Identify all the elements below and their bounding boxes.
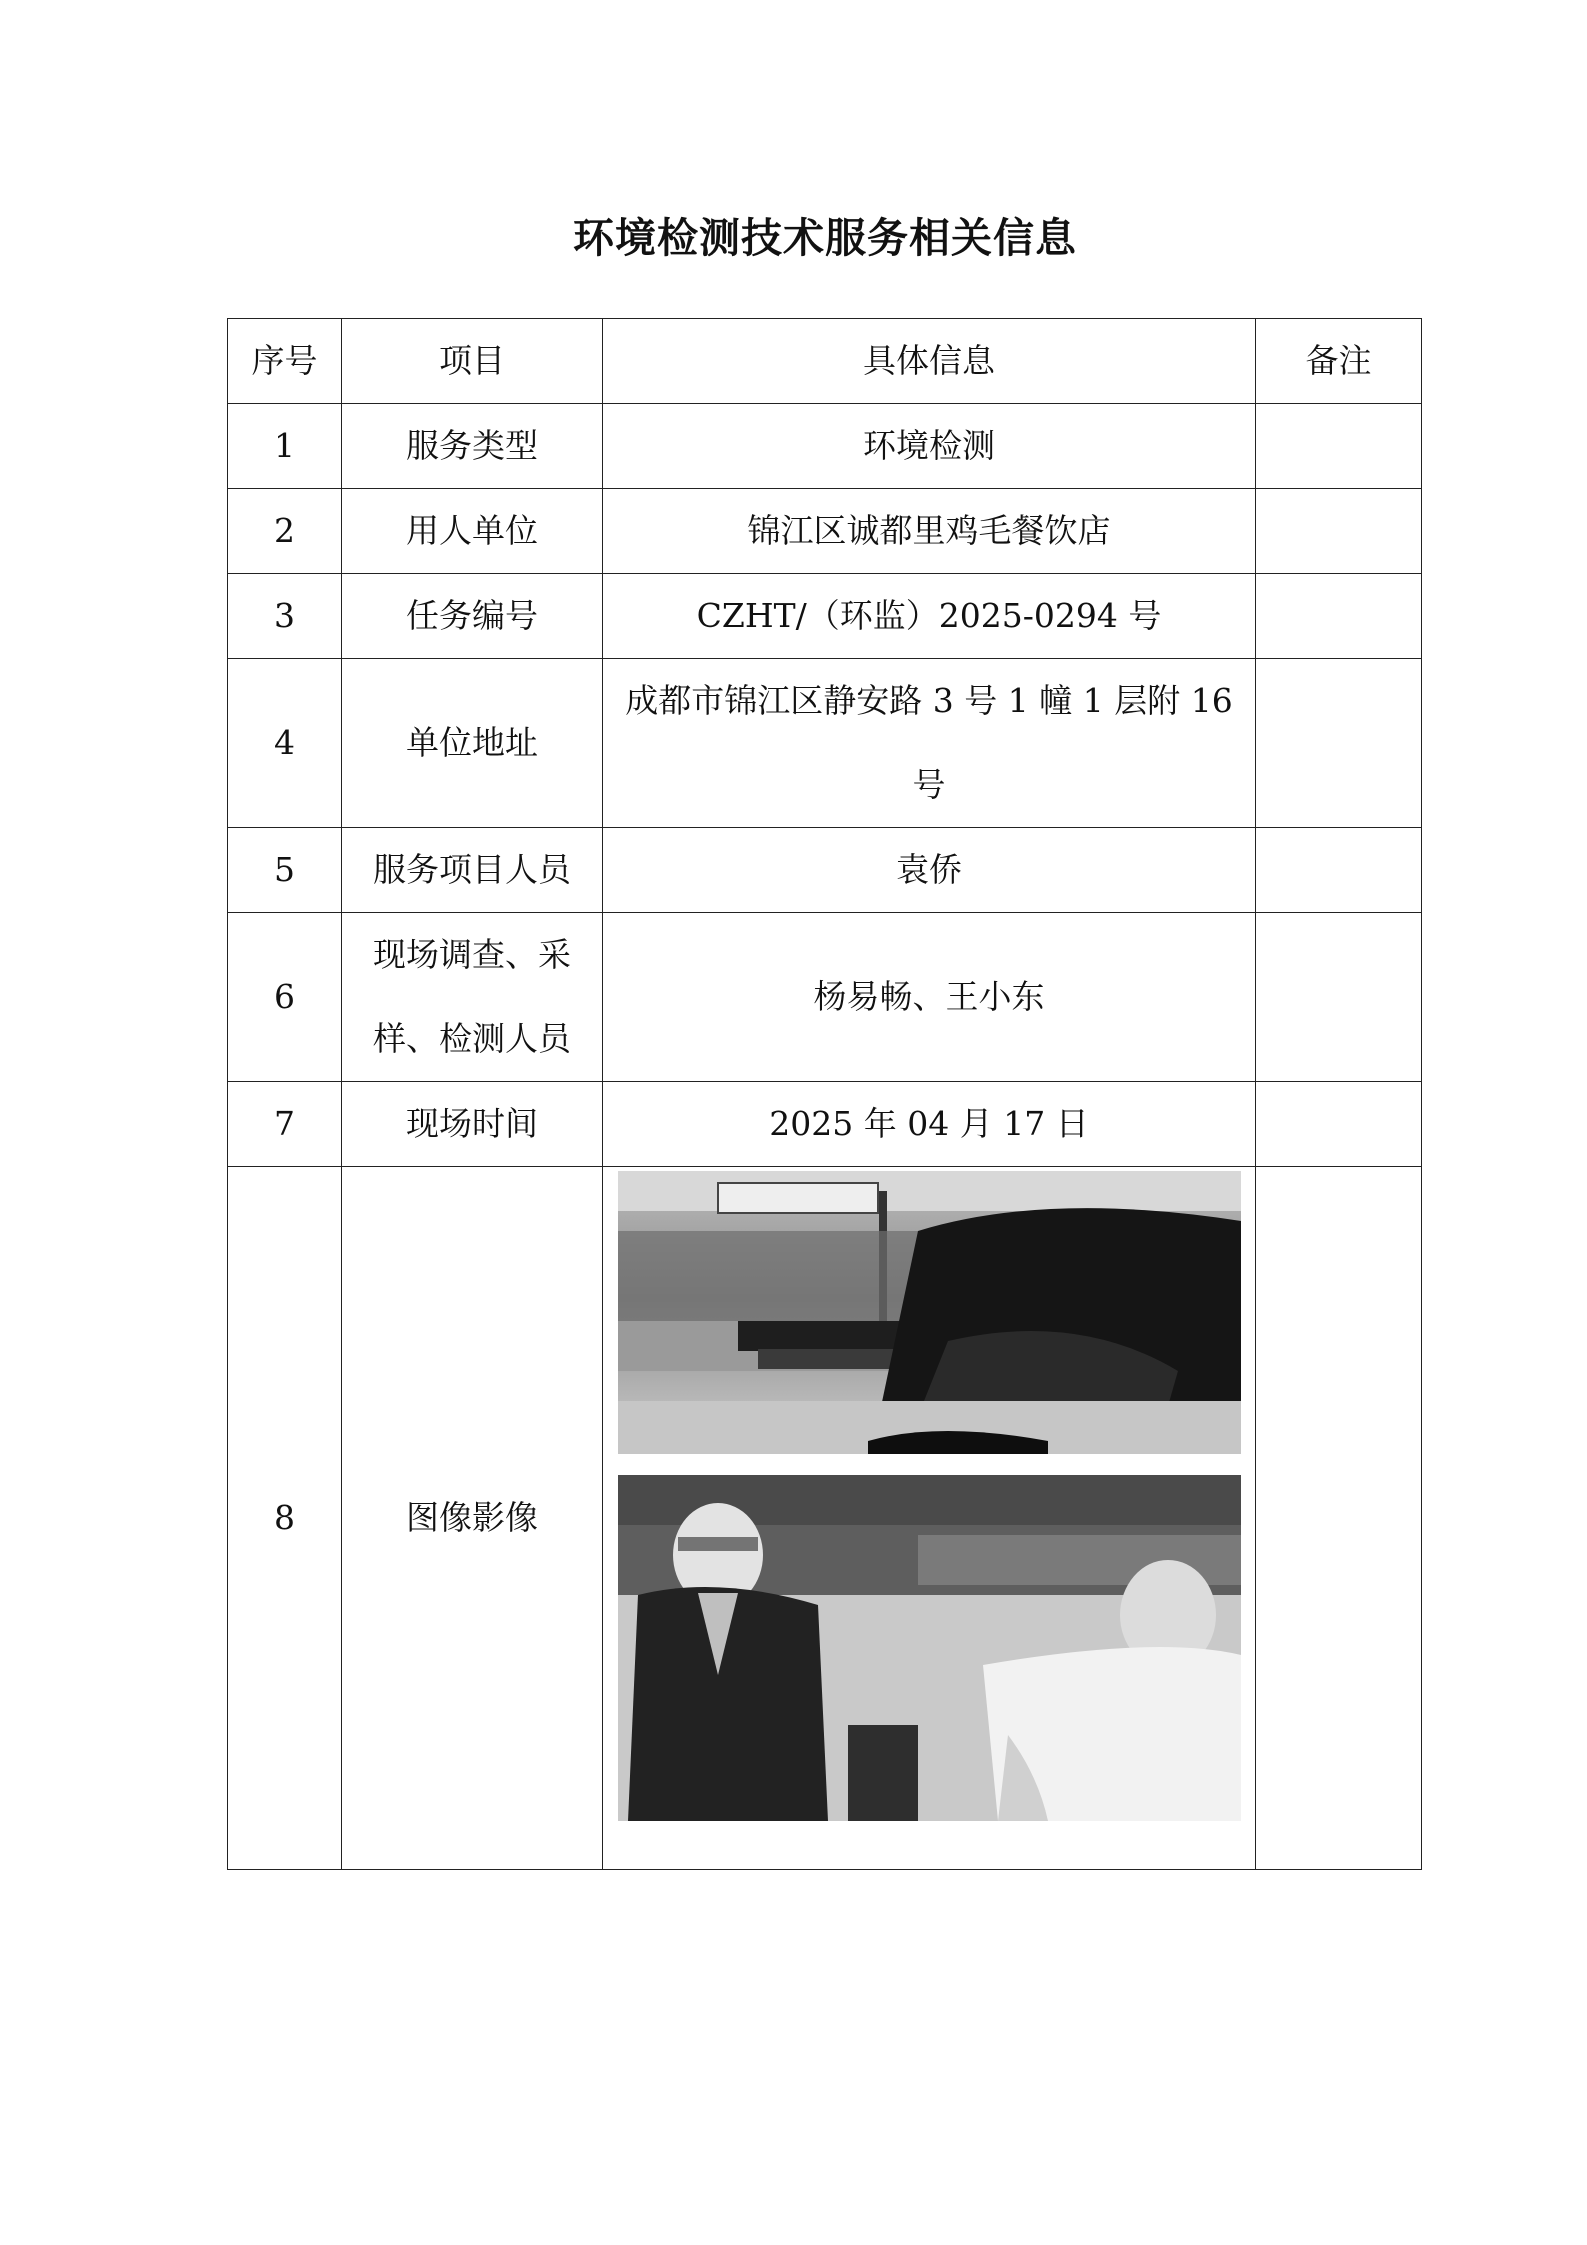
cell-seq: 6 [228,913,342,1082]
staff-group-photo [618,1475,1241,1821]
cell-item: 服务项目人员 [342,828,603,913]
cell-item [342,913,603,1082]
cell-detail: 环境检测 [603,404,1256,489]
header-item: 项目 [342,319,603,404]
address-text: 成都市锦江区静安路 3 号 1 幢 1 层附 16 号 [625,681,1233,804]
table-row [228,659,1422,828]
table-row [228,828,1422,913]
info-table [227,318,1422,1870]
cell-detail: 2025 年 04 月 17 日 [603,1082,1256,1167]
cell-remark [1256,489,1422,574]
cell-item: 任务编号 [342,574,603,659]
cell-remark [1256,1082,1422,1167]
cell-seq: 4 [228,659,342,828]
table-row [228,489,1422,574]
cell-seq: 1 [228,404,342,489]
cell-item: 用人单位 [342,489,603,574]
table-row [228,1082,1422,1167]
cell-seq: 2 [228,489,342,574]
document-title: 环境检测技术服务相关信息 [573,214,1077,262]
table-row [228,913,1422,1082]
cell-remark [1256,913,1422,1082]
cell-detail: 杨易畅、王小东 [603,913,1256,1082]
cell-seq: 5 [228,828,342,913]
cell-remark [1256,1167,1422,1870]
cell-seq: 3 [228,574,342,659]
site-sampling-photo [618,1171,1241,1454]
header-detail: 具体信息 [603,319,1256,404]
table-row [228,1167,1422,1870]
table-header-row [228,319,1422,404]
header-remark: 备注 [1256,319,1422,404]
cell-seq: 7 [228,1082,342,1167]
cell-item: 单位地址 [342,659,603,828]
header-seq: 序号 [228,319,342,404]
cell-detail: CZHT/（环监）2025-0294 号 [603,574,1256,659]
cell-remark [1256,828,1422,913]
cell-remark [1256,404,1422,489]
cell-item: 现场时间 [342,1082,603,1167]
cell-detail: 锦江区诚都里鸡毛餐饮店 [603,489,1256,574]
cell-remark [1256,659,1422,828]
cell-detail [603,659,1256,828]
table-row [228,404,1422,489]
cell-remark [1256,574,1422,659]
cell-item: 服务类型 [342,404,603,489]
cell-photos [603,1167,1256,1870]
cell-seq: 8 [228,1167,342,1870]
cell-item: 图像影像 [342,1167,603,1870]
cell-detail: 袁侨 [603,828,1256,913]
table-row [228,574,1422,659]
staff-label-text: 现场调查、采样、检测人员 [373,935,571,1058]
